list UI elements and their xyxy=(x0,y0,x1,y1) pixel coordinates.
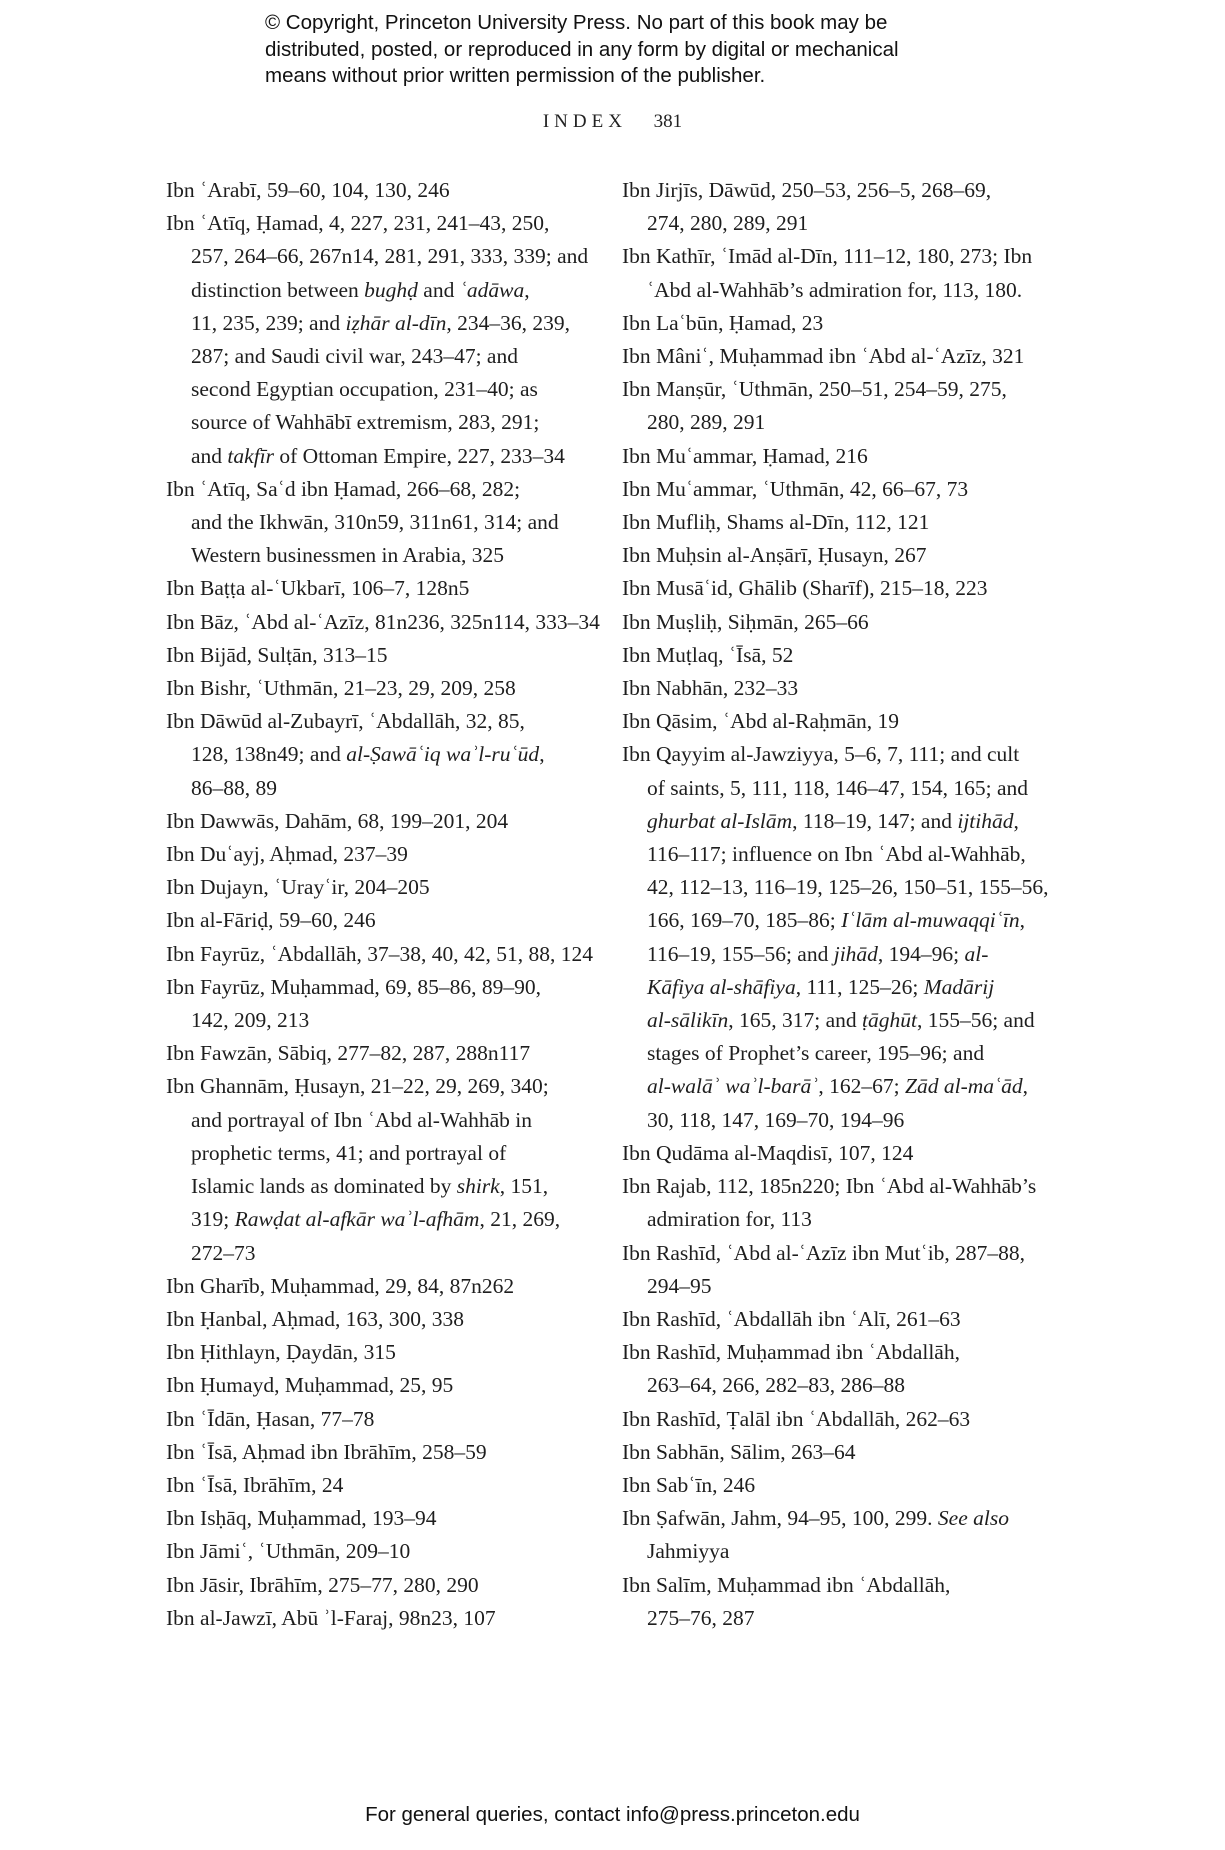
index-entry-continuation: 30, 118, 147, 169–70, 194–96 xyxy=(647,1107,905,1132)
index-entry-line: Ibn Salīm, Muḥammad ibn ʿAbdallāh, xyxy=(622,1572,951,1597)
index-entry-line: Ibn Duʿayj, Aḥmad, 237–39 xyxy=(166,842,408,867)
index-entry-continuation: prophetic terms, 41; and portrayal of xyxy=(191,1140,507,1165)
index-entry xyxy=(622,440,1042,473)
index-entry xyxy=(622,506,1042,539)
index-entry-continuation: and takfīr of Ottoman Empire, 227, 233–34 xyxy=(191,443,565,468)
index-entry-continuation: 42, 112–13, 116–19, 125–26, 150–51, 155–56, xyxy=(647,875,1049,900)
index-entry xyxy=(622,240,1042,306)
index-entry xyxy=(622,1403,1042,1436)
index-entry-line: Ibn Ṣafwān, Jahm, 94–95, 100, 299. See also xyxy=(622,1506,1009,1531)
index-entry-line: Ibn Bishr, ʿUthmān, 21–23, 29, 209, 258 xyxy=(166,676,516,701)
index-entry-continuation: 274, 280, 289, 291 xyxy=(647,211,809,236)
index-entry-line: Ibn Muʿammar, ʿUthmān, 42, 66–67, 73 xyxy=(622,476,969,501)
index-entry-line: Ibn Dāwūd al-Zubayrī, ʿAbdallāh, 32, 85, xyxy=(166,709,525,734)
index-entry xyxy=(166,1070,576,1269)
index-entry-line: Ibn Bijād, Sulṭān, 313–15 xyxy=(166,642,388,667)
copyright-line: distributed, posted, or reproduced in any form by digital or mechanical xyxy=(265,37,899,61)
footer-contact: For general queries, contact info@press.princeton.edu xyxy=(365,1803,860,1826)
index-entry-line: Ibn Jāmiʿ, ʿUthmān, 209–10 xyxy=(166,1539,411,1564)
index-entry-continuation: and the Ikhwān, 310n59, 311n61, 314; and xyxy=(191,510,559,535)
index-entry xyxy=(622,307,1042,340)
index-entry xyxy=(166,174,576,207)
index-entry xyxy=(166,639,576,672)
index-entry xyxy=(622,705,1042,738)
index-entry xyxy=(622,1436,1042,1469)
index-entry-line: Ibn Fayrūz, Muḥammad, 69, 85–86, 89–90, xyxy=(166,974,542,999)
index-entry xyxy=(166,672,576,705)
index-entry xyxy=(622,1137,1042,1170)
index-entry-continuation: ghurbat al-Islām, 118–19, 147; and ijtihād, xyxy=(647,808,1019,833)
index-entry-line: Ibn Qudāma al-Maqdisī, 107, 124 xyxy=(622,1140,914,1165)
index-entry xyxy=(166,1336,576,1369)
index-entry-line: Ibn Ḥanbal, Aḥmad, 163, 300, 338 xyxy=(166,1306,464,1331)
index-entry-line: Ibn Ghannām, Ḥusayn, 21–22, 29, 269, 340; xyxy=(166,1074,549,1099)
index-entry xyxy=(166,805,576,838)
index-entry xyxy=(622,373,1042,439)
index-entry-line: Ibn Rajab, 112, 185n220; Ibn ʿAbd al-Wahhāb’s xyxy=(622,1174,1037,1199)
index-entry-continuation: distinction between bughḍ and ʿadāwa, xyxy=(191,277,530,302)
index-entry-continuation: 280, 289, 291 xyxy=(647,410,766,435)
index-entry xyxy=(166,1602,576,1635)
index-entry-continuation: admiration for, 113 xyxy=(647,1207,812,1232)
index-entry-continuation: 275–76, 287 xyxy=(647,1605,755,1630)
index-entry-continuation: Islamic lands as dominated by shirk, 151, xyxy=(191,1174,549,1199)
index-entry-line: Ibn Sabʿīn, 246 xyxy=(622,1472,756,1497)
index-entry xyxy=(166,1569,576,1602)
index-entry-continuation: 294–95 xyxy=(647,1273,712,1298)
index-entry-line: Ibn Jāsir, Ibrāhīm, 275–77, 280, 290 xyxy=(166,1572,479,1597)
index-entry xyxy=(166,1502,576,1535)
copyright-line: © Copyright, Princeton University Press. No part of this book may be xyxy=(265,11,888,34)
index-entry xyxy=(166,838,576,871)
index-entry-continuation: 128, 138n49; and al-Ṣawāʿiq waʾl-ruʿūd, xyxy=(191,742,545,767)
index-entry-continuation: second Egyptian occupation, 231–40; as xyxy=(191,377,538,402)
index-entry xyxy=(622,340,1042,373)
index-entry-line: Ibn ʿAtīq, Ḥamad, 4, 227, 231, 241–43, 250, xyxy=(166,211,550,236)
index-entry xyxy=(622,639,1042,672)
index-entry-line: Ibn ʿĪsā, Aḥmad ibn Ibrāhīm, 258–59 xyxy=(166,1439,487,1464)
index-entry xyxy=(166,207,589,473)
index-entry-continuation: Kāfiya al-shāfiya, 111, 125–26; Madārij xyxy=(647,974,995,999)
index-entry-line: Ibn al-Jawzī, Abū ʾl-Faraj, 98n23, 107 xyxy=(166,1605,496,1630)
index-entry xyxy=(622,1502,1042,1568)
index-column-right xyxy=(622,174,1049,1635)
index-entry-continuation: source of Wahhābī extremism, 283, 291; xyxy=(191,410,540,435)
index-entry-line: Ibn Sabhān, Sālim, 263–64 xyxy=(622,1439,856,1464)
index-entry-line: Ibn Fawzān, Sābiq, 277–82, 287, 288n117 xyxy=(166,1041,531,1066)
index-entry-line: Ibn Dawwās, Dahām, 68, 199–201, 204 xyxy=(166,808,509,833)
index-entry-line: Ibn Muʿammar, Ḥamad, 216 xyxy=(622,443,868,468)
index-entry xyxy=(622,672,1042,705)
index-entry xyxy=(622,473,1042,506)
index-entry-line: Ibn Rashīd, ʿAbdallāh ibn ʿAlī, 261–63 xyxy=(622,1306,961,1331)
index-entry xyxy=(166,938,593,971)
index-entry-line: Ibn Gharīb, Muḥammad, 29, 84, 87n262 xyxy=(166,1273,515,1298)
index-entry-line: Ibn al-Fāriḍ, 59–60, 246 xyxy=(166,908,376,933)
copyright-line: means without prior written permission of the publisher. xyxy=(265,64,766,87)
index-entry-line: Ibn Laʿbūn, Ḥamad, 23 xyxy=(622,310,824,335)
index-entry xyxy=(622,1170,1042,1236)
index-entry-continuation: 116–19, 155–56; and jihād, 194–96; al- xyxy=(647,941,989,966)
index-entry xyxy=(166,705,576,805)
index-entry xyxy=(166,971,576,1037)
index-entry-line: Ibn Mâniʿ, Muḥammad ibn ʿAbd al-ʿAzīz, 321 xyxy=(622,344,1025,369)
index-entry-line: Ibn Fayrūz, ʿAbdallāh, 37–38, 40, 42, 51, 88, 124 xyxy=(166,941,593,966)
index-entry-line: Ibn Rashīd, Ṭalāl ibn ʿAbdallāh, 262–63 xyxy=(622,1406,971,1431)
index-entry-line: Ibn Muṣliḥ, Siḥmān, 265–66 xyxy=(622,609,869,634)
index-entry-continuation: of saints, 5, 111, 118, 146–47, 154, 165; and xyxy=(647,775,1029,800)
index-entry-line: Ibn Muṭlaq, ʿĪsā, 52 xyxy=(622,642,794,667)
section-title: INDEX xyxy=(542,111,627,132)
index-entry xyxy=(166,1436,576,1469)
index-entry-line: Ibn Nabhān, 232–33 xyxy=(622,676,799,701)
index-entry xyxy=(622,174,1042,240)
index-entry xyxy=(622,1336,1042,1402)
index-entry xyxy=(166,606,600,639)
index-entry xyxy=(622,606,1042,639)
index-entry-continuation: stages of Prophet’s career, 195–96; and xyxy=(647,1041,985,1066)
index-entry xyxy=(622,1469,1042,1502)
index-entry xyxy=(622,572,1042,605)
index-entry-line: Ibn Muḥsin al-Anṣārī, Ḥusayn, 267 xyxy=(622,543,927,568)
index-entry-continuation: 287; and Saudi civil war, 243–47; and xyxy=(191,344,518,369)
index-entry-line: Ibn Isḥāq, Muḥammad, 193–94 xyxy=(166,1506,437,1531)
index-entry xyxy=(622,1303,1042,1336)
index-entry xyxy=(166,904,576,937)
page-number: 381 xyxy=(653,111,683,132)
index-entry-line: Ibn Dujayn, ʿUrayʿir, 204–205 xyxy=(166,875,430,900)
copyright-notice xyxy=(265,10,1025,90)
index-entry-line: Ibn ʿAtīq, Saʿd ibn Ḥamad, 266–68, 282; xyxy=(166,476,521,501)
index-entry-continuation: ʿAbd al-Wahhāb’s admiration for, 113, 180. xyxy=(647,277,1023,302)
index-entry-continuation: 116–117; influence on Ibn ʿAbd al-Wahhāb, xyxy=(647,842,1026,867)
index-entry-line: Ibn Manṣūr, ʿUthmān, 250–51, 254–59, 275, xyxy=(622,377,1007,402)
index-entry xyxy=(622,1569,1042,1635)
index-entry xyxy=(166,1403,576,1436)
index-entry-continuation: 86–88, 89 xyxy=(191,775,277,800)
index-entry-line: Ibn Qāsim, ʿAbd al-Raḥmān, 19 xyxy=(622,709,900,734)
index-entry xyxy=(166,572,576,605)
index-entry-line: Ibn Musāʿid, Ghālib (Sharīf), 215–18, 223 xyxy=(622,576,988,601)
index-entry-line: Ibn Qayyim al-Jawziyya, 5–6, 7, 111; and cult xyxy=(622,742,1020,767)
index-entry xyxy=(166,871,576,904)
index-entry-continuation: Jahmiyya xyxy=(647,1539,730,1564)
index-entry-continuation: 142, 209, 213 xyxy=(191,1008,310,1033)
index-entry-line: Ibn ʿĪsā, Ibrāhīm, 24 xyxy=(166,1472,344,1497)
index-entry-continuation: 11, 235, 239; and iẓhār al-dīn, 234–36, 239, xyxy=(191,310,571,335)
index-entry-line: Ibn Bāz, ʿAbd al-ʿAzīz, 81n236, 325n114, 333–34 xyxy=(166,609,600,634)
index-entry xyxy=(166,1369,576,1402)
index-entry-continuation: al-walāʾ waʾl-barāʾ, 162–67; Zād al-maʿād, xyxy=(647,1074,1029,1099)
index-entry-line: Ibn Rashīd, Muḥammad ibn ʿAbdallāh, xyxy=(622,1340,960,1365)
index-entry-continuation: 263–64, 266, 282–83, 286–88 xyxy=(647,1373,905,1398)
index-entry-line: Ibn Kathīr, ʿImād al-Dīn, 111–12, 180, 273; Ibn xyxy=(622,244,1033,269)
index-entry-continuation: Western businessmen in Arabia, 325 xyxy=(191,543,504,568)
index-entry xyxy=(622,1237,1042,1303)
running-head xyxy=(0,111,1225,133)
index-entry-continuation: and portrayal of Ibn ʿAbd al-Wahhāb in xyxy=(191,1107,532,1132)
index-entry xyxy=(166,1037,576,1070)
index-entry xyxy=(622,738,1049,1136)
index-entry-line: Ibn Baṭṭa al-ʿUkbarī, 106–7, 128n5 xyxy=(166,576,470,601)
index-entry-continuation: al-sālikīn, 165, 317; and ṭāghūt, 155–56; and xyxy=(647,1008,1035,1033)
index-entry-line: Ibn Jirjīs, Dāwūd, 250–53, 256–5, 268–69, xyxy=(622,178,992,202)
index-entry-line: Ibn ʿĪdān, Ḥasan, 77–78 xyxy=(166,1406,375,1431)
index-entry-continuation: 257, 264–66, 267n14, 281, 291, 333, 339; and xyxy=(191,244,589,269)
index-entry-line: Ibn ʿArabī, 59–60, 104, 130, 246 xyxy=(166,178,450,202)
index-column-left xyxy=(166,174,600,1635)
index-entry xyxy=(622,539,1042,572)
index-entry-line: Ibn Rashīd, ʿAbd al-ʿAzīz ibn Mutʿib, 287–88, xyxy=(622,1240,1026,1265)
index-entry-continuation: 272–73 xyxy=(191,1240,256,1265)
index-entry-line: Ibn Mufliḥ, Shams al-Dīn, 112, 121 xyxy=(622,510,930,535)
index-entry xyxy=(166,1469,576,1502)
index-entry xyxy=(166,1303,576,1336)
index-entry-line: Ibn Ḥithlayn, Ḍaydān, 315 xyxy=(166,1340,396,1365)
index-entry xyxy=(166,1535,576,1568)
index-entry xyxy=(166,473,576,573)
index-entry-line: Ibn Ḥumayd, Muḥammad, 25, 95 xyxy=(166,1373,454,1398)
index-entry-continuation: 319; Rawḍat al-afkār waʾl-afhām, 21, 269, xyxy=(191,1207,561,1232)
index-entry-continuation: 166, 169–70, 185–86; Iʿlām al-muwaqqiʿīn, xyxy=(647,908,1026,933)
index-entry xyxy=(166,1270,576,1303)
